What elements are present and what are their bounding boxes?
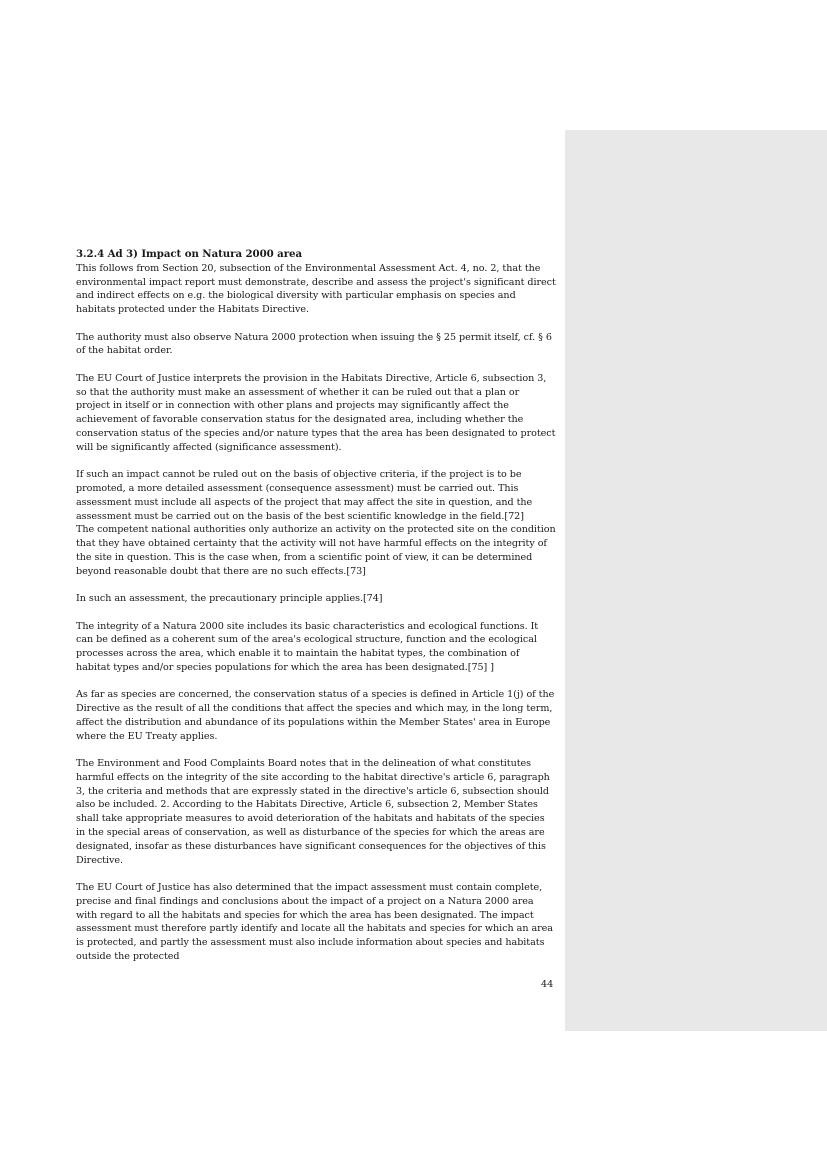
paragraph: The EU Court of Justice has also determined that the impact assessment must contain complete, precise and final findings and conclusions about the impact of a project on a Natura 2000 area with regard to all the habitats and species for which the area has been designated. The impact assessment must therefore partly identify and locate all the habitats and species for which an area is protected, and partly the assessment must also include information about species and habitats outside the protected [76,882,553,963]
paragraph: As far as species are concerned, the conservation status of a species is defined in Article 1(j) of the Directive as the result of all the conditions that affect the species and which may, in the long term, affect the distribution and abundance of its populations within the Member States' area in Europe where the EU Treaty applies. [76,689,555,742]
paragraph: In such an assessment, the precautionary principle applies.[74] [76,593,383,605]
page-number: 44 [541,979,554,990]
paragraph: The EU Court of Justice interprets the provision in the Habitats Directive, Article 6, subsection 3, so that the authority must make an assessment of whether it can be ruled out that a plan or project in itself or in connection with other plans and projects may significantly affect the achievement of favorable conservation status for the designated area, including whether the conservation status of the species and/or nature types that the area has been designated to protect will be significantly affected (significance assessment). [76,372,556,453]
paragraph: The Environment and Food Complaints Board notes that in the delineation of what constitutes harmful effects on the integrity of the site according to the habitat directive's article 6, paragraph 3, the criteria and methods that are expressly stated in the directive's article 6, subsection should also be included. 2. According to the Habitats Directive, Article 6, subsection 2, Member States shall take appropriate measures to avoid deterioration of the habitats and habitats of the species in the special areas of conservation, as well as disturbance of the species for which the areas are designated, insofar as these disturbances have significant consequences for the objectives of this Directive. [76,758,550,866]
section-heading: 3.2.4 Ad 3) Impact on Natura 2000 area [76,248,303,260]
document-body [76,248,556,977]
paragraph: This follows from Section 20, subsection of the Environmental Assessment Act. 4, no. 2, that the environmental impact report must demonstrate, describe and assess the project's significant direct and indirect effects on e.g. the biological diversity with particular emphasis on species and habitats protected under the Habitats Directive. [76,262,556,316]
comment-pane [565,130,827,1031]
paragraph: If such an impact cannot be ruled out on the basis of objective criteria, if the project is to be promoted, a more detailed assessment (consequence assessment) must be carried out. This assessment must include all aspects of the project that may affect the site in question, and the assessment must be carried out on the basis of the best scientific knowledge in the field.[72] [76,469,533,522]
paragraph: The integrity of a Natura 2000 site includes its basic characteristics and ecological functions. It can be defined as a coherent sum of the area's ecological structure, function and the ecological processes across the area, which enable it to maintain the habitat types, the combination of habitat types and/or species populations for which the area has been designated.[75] ] [76,620,539,673]
paragraph: The authority must also observe Natura 2000 protection when issuing the § 25 permit itself, cf. § 6 of the habitat order. [76,331,552,357]
paragraph: The competent national authorities only authorize an activity on the protected site on the condition that they have obtained certainty that the activity will not have harmful effects on the integrity of the site in question. This is the case when, from a scientific point of view, it can be determined beyond reasonable doubt that there are no such effects.[73] [76,524,556,577]
